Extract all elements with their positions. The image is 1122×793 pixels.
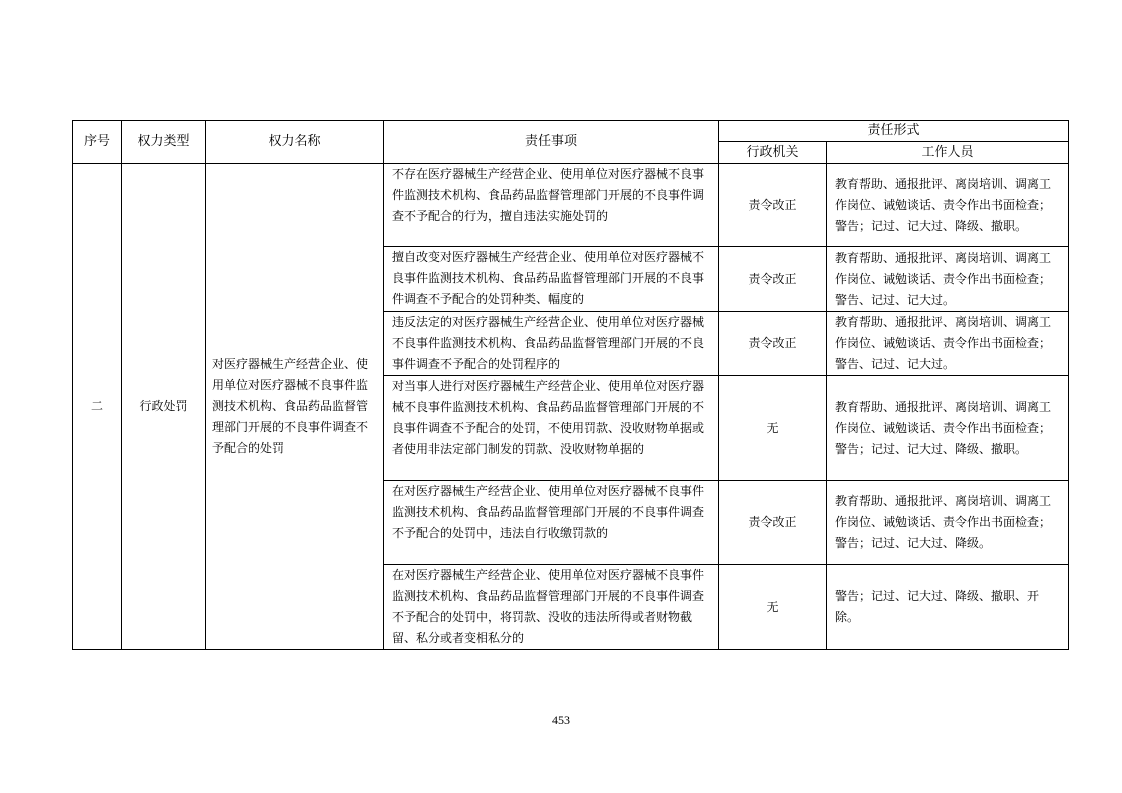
header-admin-organ: 行政机关 — [719, 142, 827, 164]
staff-cell: 教育帮助、通报批评、离岗培训、调离工作岗位、诫勉谈话、责令作出书面检查；警告、记过、记大过。 — [827, 312, 1069, 376]
admin-organ-cell: 责令改正 — [719, 164, 827, 247]
header-power-type: 权力类型 — [122, 121, 206, 164]
table-row — [73, 164, 1069, 247]
staff-cell: 教育帮助、通报批评、离岗培训、调离工作岗位、诫勉谈话、责令作出书面检查；警告；记过、记大过、降级。 — [827, 481, 1069, 565]
admin-organ-cell: 无 — [719, 376, 827, 481]
responsibility-table — [72, 120, 1069, 650]
header-seq: 序号 — [73, 121, 122, 164]
responsibility-item-cell: 擅自改变对医疗器械生产经营企业、使用单位对医疗器械不良事件监测技术机构、食品药品监督管理部门开展的不良事件调查不予配合的处罚种类、幅度的 — [384, 247, 719, 312]
responsibility-item-cell: 在对医疗器械生产经营企业、使用单位对医疗器械不良事件监测技术机构、食品药品监督管理部门开展的不良事件调查不予配合的处罚中，将罚款、没收的违法所得或者财物截留、私分或者变相私分的 — [384, 565, 719, 650]
power-type-cell: 行政处罚 — [122, 164, 206, 650]
page-number: 453 — [552, 713, 570, 727]
responsibility-item-cell: 在对医疗器械生产经营企业、使用单位对医疗器械不良事件监测技术机构、食品药品监督管理部门开展的不良事件调查不予配合的处罚中，违法自行收缴罚款的 — [384, 481, 719, 565]
responsibility-item-cell: 对当事人进行对医疗器械生产经营企业、使用单位对医疗器械不良事件监测技术机构、食品药品监督管理部门开展的不良事件调查不予配合的处罚，不使用罚款、没收财物单据或者使用非法定部门制发的罚款、没收财物单据的 — [384, 376, 719, 481]
responsibility-item-cell: 违反法定的对医疗器械生产经营企业、使用单位对医疗器械不良事件监测技术机构、食品药品监督管理部门开展的不良事件调查不予配合的处罚程序的 — [384, 312, 719, 376]
power-name-cell: 对医疗器械生产经营企业、使用单位对医疗器械不良事件监测技术机构、食品药品监督管理部门开展的不良事件调查不予配合的处罚 — [206, 164, 384, 650]
staff-cell: 教育帮助、通报批评、离岗培训、调离工作岗位、诫勉谈话、责令作出书面检查；警告、记过、记大过。 — [827, 247, 1069, 312]
admin-organ-cell: 责令改正 — [719, 481, 827, 565]
admin-organ-cell: 责令改正 — [719, 312, 827, 376]
admin-organ-cell: 责令改正 — [719, 247, 827, 312]
staff-cell: 教育帮助、通报批评、离岗培训、调离工作岗位、诫勉谈话、责令作出书面检查；警告；记过、记大过、降级、撤职。 — [827, 164, 1069, 247]
staff-cell: 警告；记过、记大过、降级、撤职、开除。 — [827, 565, 1069, 650]
admin-organ-cell: 无 — [719, 565, 827, 650]
header-staff: 工作人员 — [827, 142, 1069, 164]
header-responsibility-form: 责任形式 — [719, 121, 1069, 142]
staff-cell: 教育帮助、通报批评、离岗培训、调离工作岗位、诫勉谈话、责令作出书面检查；警告；记过、记大过、降级、撤职。 — [827, 376, 1069, 481]
header-row-1 — [73, 121, 1069, 142]
header-power-name: 权力名称 — [206, 121, 384, 164]
responsibility-item-cell: 不存在医疗器械生产经营企业、使用单位对医疗器械不良事件监测技术机构、食品药品监督管理部门开展的不良事件调查不予配合的行为，擅自违法实施处罚的 — [384, 164, 719, 247]
seq-cell: 二 — [73, 164, 122, 650]
header-responsibility-item: 责任事项 — [384, 121, 719, 164]
